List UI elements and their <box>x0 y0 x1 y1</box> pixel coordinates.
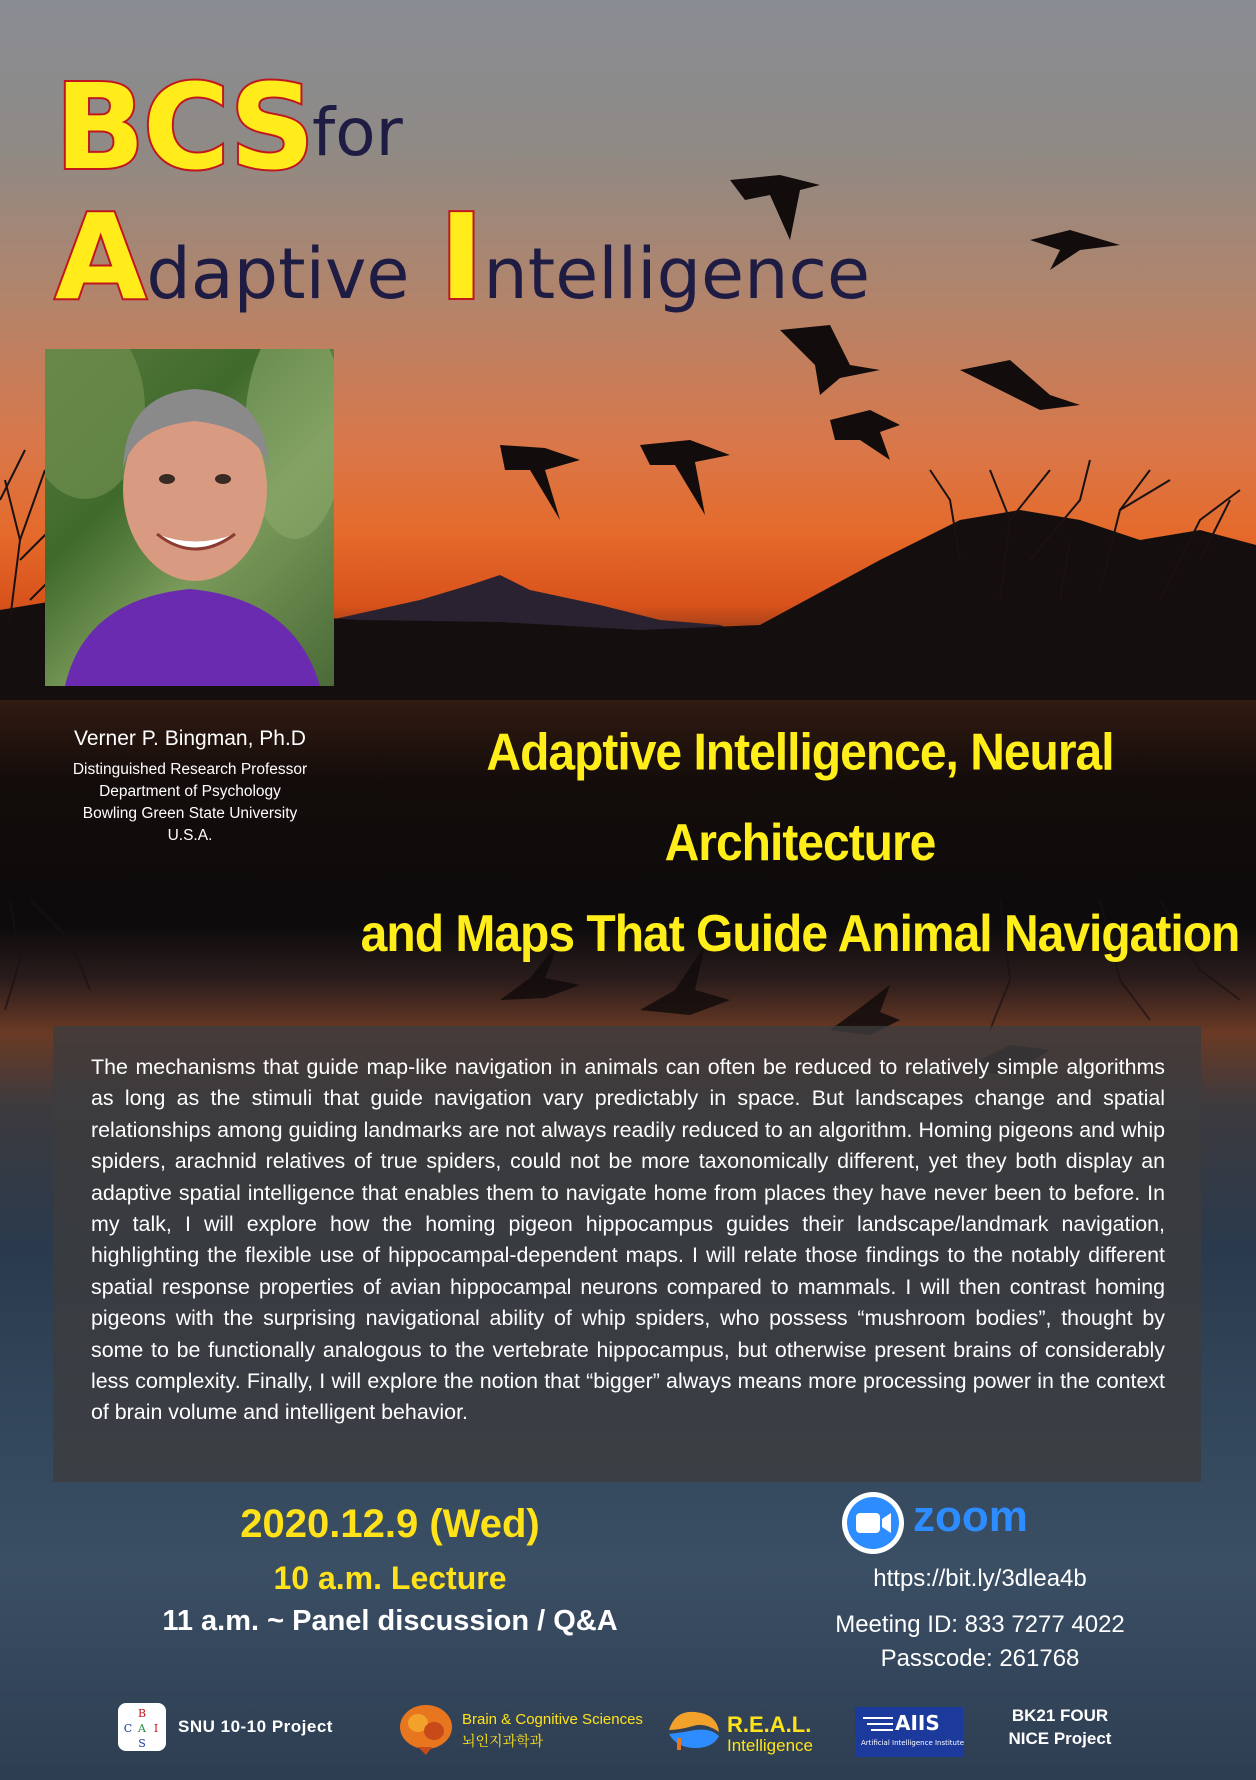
passcode: Passcode: 261768 <box>880 1645 1080 1672</box>
talk-title-line1: Adaptive Intelligence, Neural Architecture <box>486 724 1114 873</box>
snu-label: SNU 10-10 Project <box>178 1717 333 1736</box>
speaker-department: Department of Psychology <box>99 783 281 800</box>
bcs-label-en: Brain & Cognitive Sciences <box>462 1711 643 1728</box>
speaker-name: Verner P. Bingman, Ph.D <box>74 727 306 750</box>
aiis-lines-icon <box>863 1715 893 1735</box>
aiis-sublabel: Artificial Intelligence Institute <box>861 1739 965 1747</box>
svg-text:B: B <box>137 1707 147 1720</box>
zoom-wordmark: zoom <box>913 1492 1028 1541</box>
abstract-panel <box>53 1026 1201 1482</box>
event-date: 2020.12.9 (Wed) <box>240 1502 540 1546</box>
talk-title-line2: and Maps That Guide Animal Navigation <box>360 905 1240 963</box>
svg-text:A: A <box>138 1722 146 1735</box>
title-adaptive-intelligence <box>55 188 871 326</box>
bcs-label-ko: 뇌인지과학과 <box>462 1733 544 1749</box>
zoom-link[interactable]: https://bit.ly/3dlea4b <box>873 1565 1087 1592</box>
svg-text:C: C <box>123 1722 133 1735</box>
panel-time: 11 a.m. ~ Panel discussion / Q&A <box>162 1605 618 1637</box>
speaker-country: U.S.A. <box>167 827 213 844</box>
speaker-photo <box>45 349 334 686</box>
brain-puzzle-icon <box>398 1703 454 1755</box>
speaker-university: Bowling Green State University <box>82 805 298 822</box>
speaker-title: Distinguished Research Professor <box>72 761 308 778</box>
title-for: for <box>312 94 403 171</box>
aiis-logo <box>855 1707 963 1757</box>
title-word-ntelligence: ntelligence <box>483 233 871 315</box>
title-letter-a: A <box>55 188 147 326</box>
speaker-portrait <box>45 349 334 686</box>
title-letter-i: I <box>439 188 484 326</box>
aiis-label: AIIS <box>895 1711 940 1735</box>
lecture-time: 10 a.m. Lecture <box>273 1560 507 1596</box>
bk21-label-1: BK21 FOUR <box>1011 1706 1109 1725</box>
meeting-id: Meeting ID: 833 7277 4022 <box>835 1611 1125 1638</box>
real-brain-icon <box>665 1708 723 1752</box>
svg-text:I: I <box>153 1722 159 1735</box>
real-label-1: R.E.A.L. <box>727 1712 812 1737</box>
bk21-logo <box>990 1704 1130 1750</box>
svg-text:S: S <box>138 1737 146 1750</box>
bcai-badge-icon <box>118 1703 166 1751</box>
talk-title <box>360 708 1240 980</box>
real-label-2: Intelligence <box>727 1736 814 1755</box>
title-bcs: BCS <box>55 58 313 196</box>
bk21-label-2: NICE Project <box>1008 1729 1112 1748</box>
abstract-text: The mechanisms that guide map-like navigation in animals can often be reduced to relatively simple algorithms as long as the stimuli that guide navigation vary predictably in space. But landscapes change and spatial relationships among guiding landmarks are not always readily reduced to an algorithm. Homing pigeons and whip spiders, arachnid relatives of true spiders, could not be more taxonomically different, yet they both display an adaptive spatial intelligence that enables them to navigate home from places they have never been to before. In my talk, I will explore how the homing pigeon hippocampus guides their landscape/landmark navigation, highlighting the flexible use of hippocampal-dependent maps. I will relate those findings to the notably different spatial response properties of avian hippocampal neurons compared to mammals. I will then contrast homing pigeons with the surprising navigational ability of whip spiders, who possess “mushroom bodies”, thought by some to be functionally analogous to the vertebrate hippocampus, but otherwise present brains of considerably less complexity. Finally, I will explore the notion that “bigger” always means more processing power in the context of brain volume and intelligent behavior. <box>91 1055 1165 1425</box>
title-word-daptive: daptive <box>146 233 410 315</box>
